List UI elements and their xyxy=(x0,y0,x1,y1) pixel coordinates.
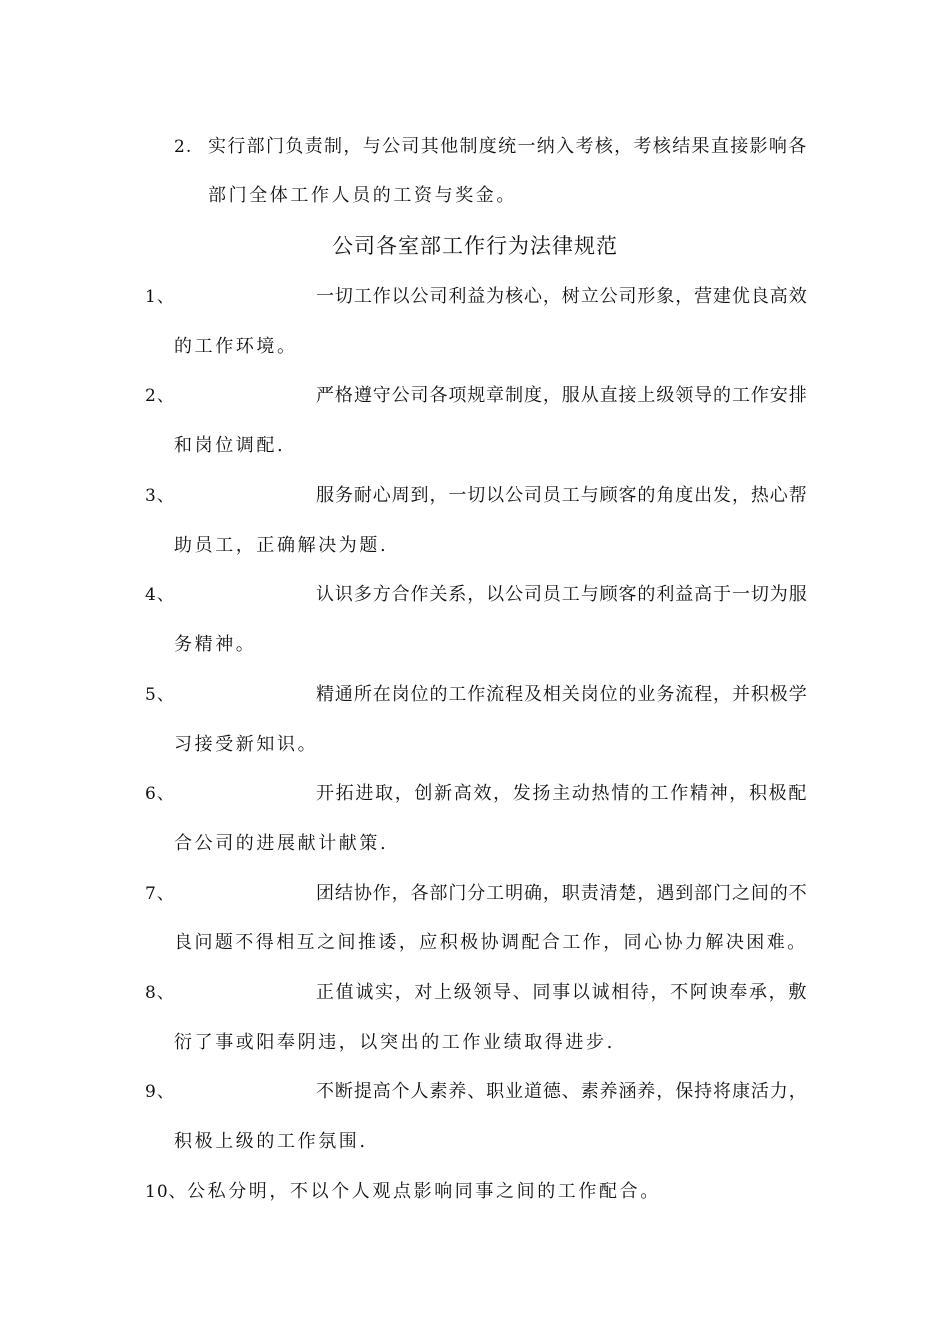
item-line-2: 合公司的进展献计献策. xyxy=(174,833,389,854)
item-line-2: 衍了事或阳奉阴违，以突出的工作业绩取得进步. xyxy=(174,1032,615,1053)
item-number: 8、 xyxy=(145,983,175,1003)
item-line-2: 务精神。 xyxy=(174,634,257,655)
item-line-2: 的工作环境。 xyxy=(174,336,298,357)
intro-line-1: 实行部门负责制，与公司其他制度统一纳入考核，考核结果直接影响各 xyxy=(208,136,808,157)
item-number: 5、 xyxy=(145,685,175,705)
item-number: 2、 xyxy=(145,386,175,406)
item-line-1: 一切工作以公司利益为核心，树立公司形象，营建优良高效 xyxy=(316,286,808,307)
item-line-1: 正值诚实，对上级领导、同事以诚相待，不阿谀奉承，敷 xyxy=(316,982,808,1003)
item-line-2: 和岗位调配. xyxy=(174,435,286,456)
item-number: 4、 xyxy=(145,585,175,605)
item-line-1: 认识多方合作关系，以公司员工与顾客的利益高于一切为服 xyxy=(316,584,808,605)
item-number: 9、 xyxy=(145,1082,175,1102)
page-title: 公司各室部工作行为法律规范 xyxy=(332,234,618,258)
item-line-1: 精通所在岗位的工作流程及相关岗位的业务流程，并积极学 xyxy=(316,684,808,705)
item-line-2: 助员工，正确解决为题. xyxy=(174,535,389,556)
item-number: 6、 xyxy=(145,784,175,804)
item-line-1: 公私分明，不以个人观点影响同事之间的工作配合。 xyxy=(187,1181,661,1202)
item-number: 10、 xyxy=(145,1182,187,1202)
item-line-1: 严格遵守公司各项规章制度，服从直接上级领导的工作安排 xyxy=(316,385,808,406)
item-line-1: 开拓进取，创新高效，发扬主动热情的工作精神，积极配 xyxy=(316,783,808,804)
item-line-2: 积极上级的工作氛围. xyxy=(174,1131,368,1152)
item-number: 7、 xyxy=(145,884,175,904)
intro-number: 2. xyxy=(174,137,193,157)
item-number: 3、 xyxy=(145,486,175,506)
item-line-1: 服务耐心周到，一切以公司员工与顾客的角度出发，热心帮 xyxy=(316,485,808,506)
item-line-2: 习接受新知识。 xyxy=(174,734,319,755)
item-line-2: 良问题不得相互之间推诿，应积极协调配合工作，同心协力解决困难。 xyxy=(174,932,808,953)
intro-line-2: 部门全体工作人员的工资与奖金。 xyxy=(208,185,517,206)
item-number: 1、 xyxy=(145,287,175,307)
item-line-1: 团结协作，各部门分工明确，职责清楚，遇到部门之间的不 xyxy=(316,883,808,904)
item-line-1: 不断提高个人素养、职业道德、素养涵养，保持将康活力， xyxy=(316,1081,808,1102)
